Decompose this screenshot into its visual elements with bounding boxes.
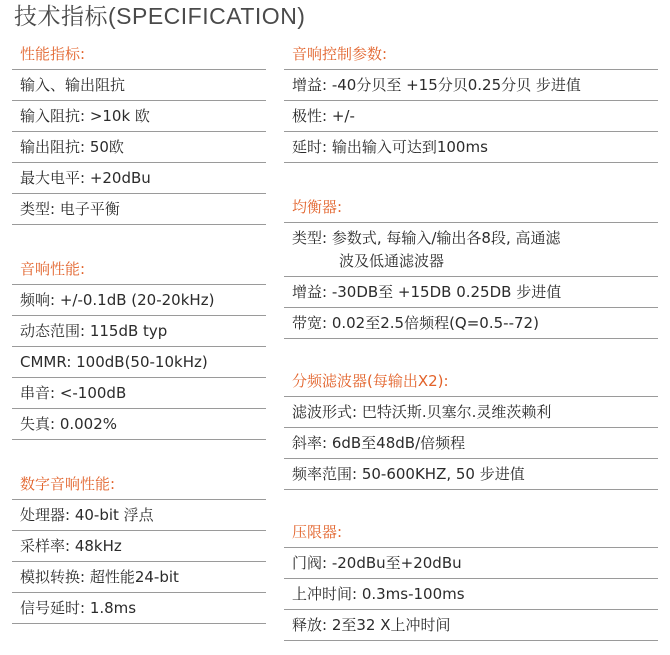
spec-row: 处理器: 40-bit 浮点 xyxy=(12,500,266,531)
spec-row: 失真: 0.002% xyxy=(12,409,266,440)
spec-row: 频率范围: 50-600KHZ, 50 步进值 xyxy=(284,459,658,490)
spec-row: 模拟转换: 超性能24-bit xyxy=(12,562,266,593)
eq-type-line1: 类型: 参数式, 每输入/输出各8段, 高通滤 xyxy=(292,229,561,247)
spec-row: 输入阻抗: >10k 欧 xyxy=(12,101,266,132)
spec-row: 带宽: 0.02至2.5倍频程(Q=0.5--72) xyxy=(284,308,658,339)
spec-row: 极性: +/- xyxy=(284,101,658,132)
spec-row-multiline xyxy=(284,223,658,277)
spec-row: 增益: -40分贝至 +15分贝0.25分贝 步进值 xyxy=(284,70,658,101)
section-header: 分频滤波器(每输出X2): xyxy=(284,367,658,397)
spec-row: 上冲时间: 0.3ms-100ms xyxy=(284,579,658,610)
section-header: 均衡器: xyxy=(284,193,658,223)
equalizer-section xyxy=(284,193,658,339)
spec-row: 频响: +/-0.1dB (20-20kHz) xyxy=(12,285,266,316)
section-header: 音响控制参数: xyxy=(284,40,658,70)
spec-row: 输出阻抗: 50欧 xyxy=(12,132,266,163)
spec-row: 输入、输出阻抗 xyxy=(12,70,266,101)
spec-row: 门阀: -20dBu至+20dBu xyxy=(284,548,658,579)
spec-row: CMMR: 100dB(50-10kHz) xyxy=(12,347,266,378)
crossover-section xyxy=(284,367,658,490)
spec-row: 动态范围: 115dB typ xyxy=(12,316,266,347)
section-header: 性能指标: xyxy=(12,40,266,70)
spec-row: 增益: -30DB至 +15DB 0.25DB 步进值 xyxy=(284,277,658,308)
spec-row: 滤波形式: 巴特沃斯.贝塞尔.灵维茨赖利 xyxy=(284,397,658,428)
spec-row: 信号延时: 1.8ms xyxy=(12,593,266,624)
right-column xyxy=(284,40,658,641)
performance-section xyxy=(12,40,266,225)
spec-row: 斜率: 6dB至48dB/倍频程 xyxy=(284,428,658,459)
left-column xyxy=(12,40,266,624)
spec-row: 采样率: 48kHz xyxy=(12,531,266,562)
digital-audio-section xyxy=(12,470,266,624)
page-title: 技术指标(SPECIFICATION) xyxy=(14,3,306,29)
spec-row: 最大电平: +20dBu xyxy=(12,163,266,194)
audio-control-section xyxy=(284,40,658,163)
spec-row: 类型: 电子平衡 xyxy=(12,194,266,225)
limiter-section xyxy=(284,518,658,641)
section-header: 数字音响性能: xyxy=(12,470,266,500)
section-header: 音响性能: xyxy=(12,255,266,285)
audio-performance-section xyxy=(12,255,266,440)
spec-row: 延时: 输出输入可达到100ms xyxy=(284,132,658,163)
section-header: 压限器: xyxy=(284,518,658,548)
spec-row: 串音: <-100dB xyxy=(12,378,266,409)
spec-row: 释放: 2至32 X上冲时间 xyxy=(284,610,658,641)
eq-type-line2: 波及低通滤波器 xyxy=(339,252,445,270)
